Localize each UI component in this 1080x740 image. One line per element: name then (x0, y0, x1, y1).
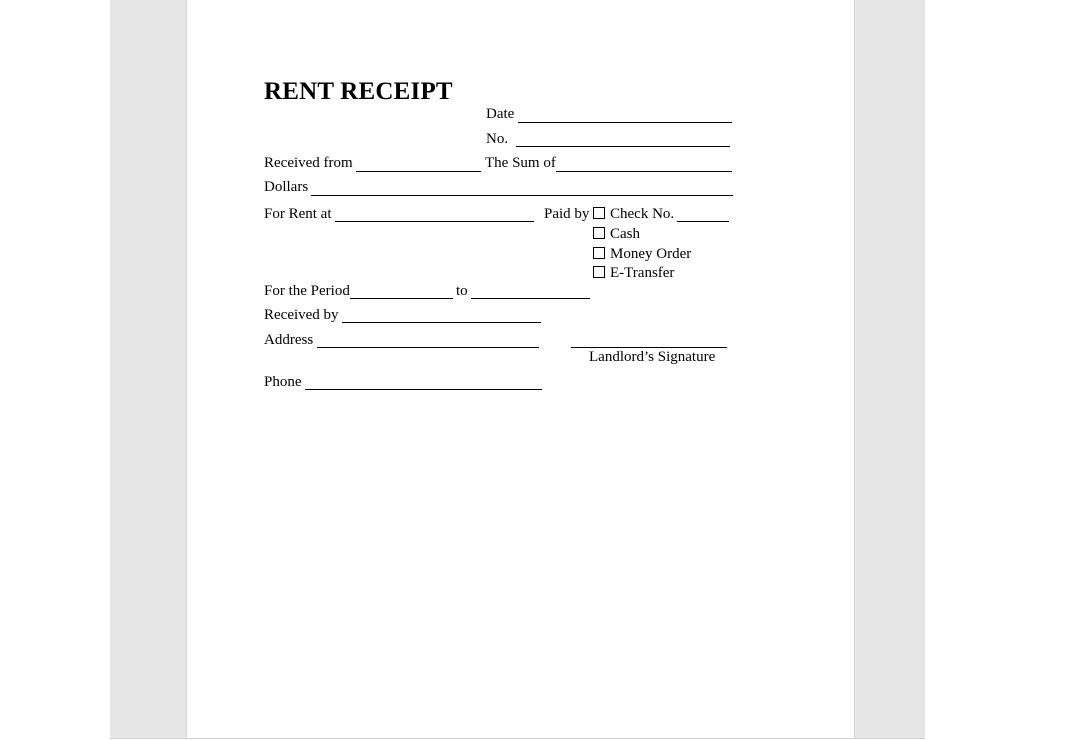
page-title: RENT RECEIPT (264, 78, 453, 105)
received-from-label: Received from (264, 155, 353, 171)
money-order-label: Money Order (610, 246, 692, 262)
number-label: No. (486, 131, 509, 147)
for-rent-label: For Rent at (264, 206, 332, 222)
dollars-field[interactable] (311, 195, 733, 196)
checkbox-etransfer[interactable] (593, 266, 605, 278)
for-rent-field[interactable] (335, 221, 534, 222)
date-label: Date (486, 106, 515, 122)
signature-label: Landlord’s Signature (589, 349, 716, 365)
sum-field[interactable] (556, 171, 732, 172)
checkbox-money-order[interactable] (593, 247, 605, 259)
cash-label: Cash (610, 226, 640, 242)
period-to-label: to (456, 283, 468, 299)
payment-option-check[interactable] (593, 206, 674, 223)
check-label: Check No. (610, 206, 675, 222)
address-field[interactable] (317, 347, 539, 348)
payment-option-cash[interactable] (593, 226, 640, 243)
document-viewer (110, 0, 925, 739)
payment-option-etransfer[interactable] (593, 265, 674, 282)
received-by-field[interactable] (342, 322, 541, 323)
period-end-field[interactable] (471, 298, 590, 299)
signature-field[interactable] (571, 347, 727, 348)
payment-option-money-order[interactable] (593, 246, 691, 263)
period-label: For the Period (264, 283, 350, 299)
number-field[interactable] (516, 146, 730, 147)
date-field[interactable] (518, 122, 732, 123)
checkbox-check[interactable] (593, 207, 605, 219)
phone-field[interactable] (305, 389, 542, 390)
document-page (186, 0, 855, 738)
received-by-label: Received by (264, 307, 339, 323)
phone-label: Phone (264, 374, 302, 390)
sum-label: The Sum of (485, 155, 556, 171)
address-label: Address (264, 332, 314, 348)
etransfer-label: E-Transfer (610, 265, 675, 281)
check-number-field[interactable] (677, 221, 729, 222)
received-from-field[interactable] (356, 171, 481, 172)
paid-by-label: Paid by (544, 206, 590, 222)
dollars-label: Dollars (264, 179, 309, 195)
period-start-field[interactable] (350, 298, 453, 299)
checkbox-cash[interactable] (593, 227, 605, 239)
